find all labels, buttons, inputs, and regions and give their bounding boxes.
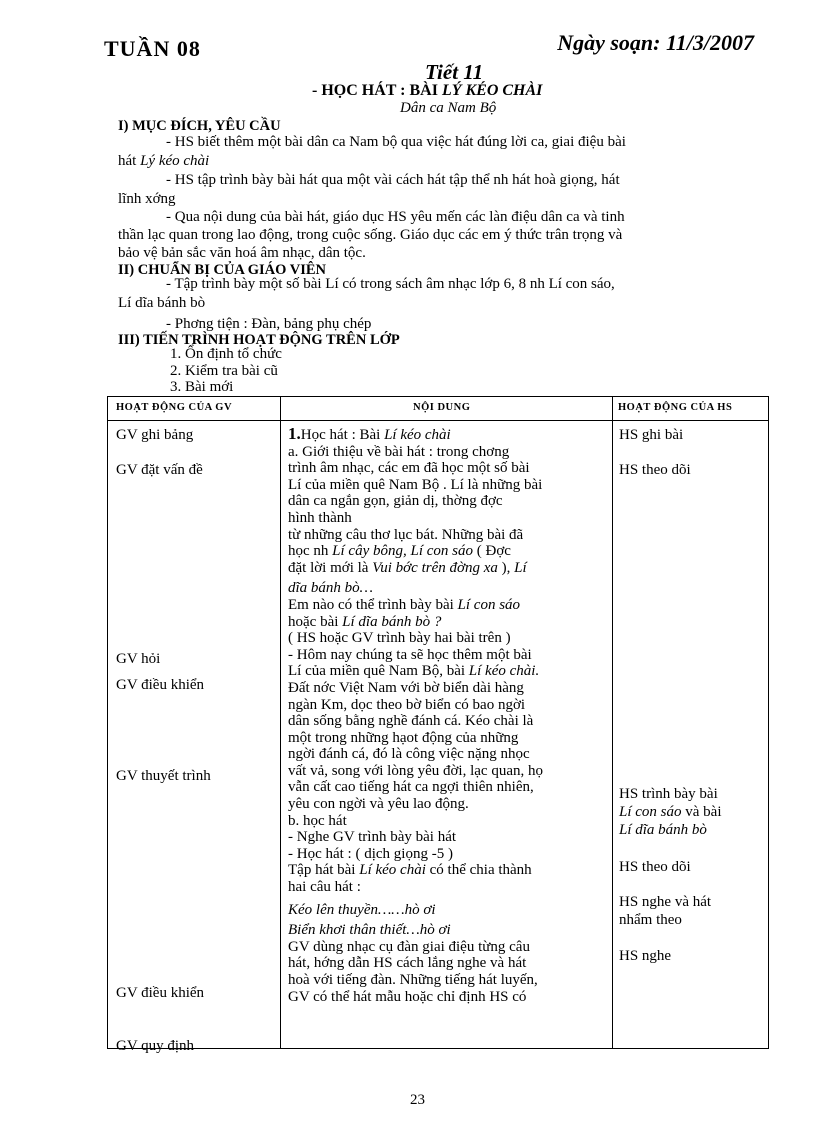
content-line: - Học hát : ( dịch giọng -5 ) — [288, 845, 453, 862]
content-line: hoà với tiếng đàn. Những tiếng hát luyến, — [288, 972, 538, 988]
content-line: a. Giới thiệu về bài hát : trong chơng — [288, 443, 510, 460]
hs-activity: Lí dĩa bánh bò — [619, 822, 707, 838]
section3-item: 1. Ổn định tổ chức — [170, 346, 282, 362]
content-line: từ những câu thơ lục bát. Những bài đã — [288, 526, 524, 543]
gv-activity: GV hỏi — [116, 651, 161, 667]
date-label: Ngày soạn: 11/3/2007 — [557, 30, 754, 55]
content-line: Lí của miền quê Nam Bộ, bài Lí kéo chài. — [288, 663, 540, 680]
content-line: Kéo lên thuyền……hò ơi — [288, 901, 436, 918]
content-line: ngàn Km, dọc theo bờ biển có bao ngời — [288, 696, 526, 713]
content-line: GV dùng nhạc cụ đàn giai điệu từng câu — [288, 938, 530, 955]
hs-activity: HS theo dõi — [619, 859, 691, 875]
section1-heading: I) MỤC ĐÍCH, YÊU CẦU — [118, 118, 281, 134]
section2-p1a: - Tập trình bày một số bài Lí có trong sách âm nhạc lớp 6, 8 nh Lí con sáo, — [166, 276, 615, 292]
section1-p3a: - Qua nội dung của bài hát, giáo dục HS yêu mến các làn điệu dân ca và tinh — [166, 209, 625, 225]
content-line: hai câu hát : — [288, 879, 361, 896]
header-hs: HOẠT ĐỘNG CỦA HS — [618, 402, 733, 413]
content-line: b. học hát — [288, 812, 347, 829]
content-line: một trong những hạot động của những — [288, 729, 519, 746]
hs-activity: HS theo dõi — [619, 462, 691, 478]
lesson-table — [107, 396, 769, 1054]
content-line: vẫn cất cao tiếng hát ca ngợi thiên nhiên, — [288, 779, 534, 796]
hs-activity: Lí con sáo và bài — [619, 804, 722, 820]
song-prefix: - HỌC HÁT : BÀI — [312, 82, 438, 99]
content-column — [288, 426, 606, 1005]
content-line: yêu con ngời và yêu lao động. — [288, 796, 469, 813]
gv-activity: GV điều khiển — [116, 985, 205, 1001]
content-line: ( HS hoặc GV trình bày hai bài trên ) — [288, 630, 511, 647]
content-line: trình âm nhạc, các em đã học một số bài — [288, 460, 530, 477]
section3-item: 3. Bài mới — [170, 379, 234, 395]
week-label: TUẦN 08 — [104, 36, 201, 61]
section2-p1b: Lí dĩa bánh bò — [118, 295, 206, 311]
header-gv: HOẠT ĐỘNG CỦA GV — [116, 402, 233, 413]
page-number: 23 — [410, 1092, 425, 1108]
hs-activity: HS nghe và hát — [619, 894, 712, 910]
section1-p2b: lĩnh xớng — [118, 191, 176, 207]
content-line: dân ca ngắn gọn, giản dị, thờng đợc — [288, 493, 503, 510]
hs-activity: HS nghe — [619, 948, 672, 964]
content-line: hoặc bài Lí dĩa bánh bò ? — [288, 613, 442, 630]
hs-activity: HS ghi bài — [619, 427, 684, 443]
song-title: LÝ KÉO CHÀI — [441, 82, 543, 99]
content-line: học nh Lí cây bông, Lí con sáo ( Đợc — [288, 543, 511, 560]
hs-activity: nhẩm theo — [619, 912, 682, 928]
gv-activity: GV đặt vấn đề — [116, 462, 203, 478]
section3-item: 2. Kiểm tra bài cũ — [170, 363, 278, 379]
section1-p1a: - HS biết thêm một bài dân ca Nam bộ qua việc hát đúng lời ca, giai điệu bài — [166, 134, 626, 150]
section1-p1b: hát Lý kéo chài — [118, 153, 210, 169]
content-line: hình thành — [288, 509, 352, 526]
content-line: Em nào có thể trình bày bài Lí con sáo — [288, 596, 521, 613]
gv-activity: GV ghi bảng — [116, 427, 194, 443]
content-line: Tập hát bài Lí kéo chài có thể chia thành — [288, 862, 532, 879]
hs-activity: HS trình bày bài — [619, 786, 718, 802]
content-line: 1.Học hát : Bài Lí kéo chài — [288, 424, 451, 443]
section2-heading: II) CHUẨN BỊ CỦA GIÁO VIÊN — [118, 262, 326, 278]
song-heading — [312, 82, 542, 100]
content-line: ngời đánh cá, đó là công việc nặng nhọc — [288, 746, 530, 763]
section3-heading: III) TIẾN TRÌNH HOẠT ĐỘNG TRÊN LỚP — [118, 332, 400, 348]
lesson-title: Tiết 11 — [425, 60, 484, 84]
gv-activity: GV quy định — [116, 1038, 195, 1054]
content-line: dân sống bằng nghề đánh cá. Kéo chài là — [288, 713, 534, 730]
content-line: Lí của miền quê Nam Bộ . Lí là những bài — [288, 476, 543, 493]
section1-p3c: bảo vệ bản sắc văn hoá âm nhạc, dân tộc. — [118, 245, 366, 261]
header-content: NỘI DUNG — [413, 402, 471, 413]
song-subtitle: Dân ca Nam Bộ — [400, 100, 497, 116]
content-line: Biển khơi thân thiết…hò ơi — [288, 922, 451, 939]
content-line: đặt lời mới là Vui bớc trên đờng xa ), Lí — [288, 559, 527, 576]
section2-p2: - Phơng tiện : Đàn, bảng phụ chép — [166, 316, 372, 332]
content-line: - Nghe GV trình bày bài hát — [288, 829, 457, 846]
content-line: vất vả, song với lòng yêu đời, lạc quan, họ — [288, 762, 543, 779]
section1-p2a: - HS tập trình bày bài hát qua một vài cách hát tập thể nh hát hoà giọng, hát — [166, 172, 620, 188]
gv-activity: GV điều khiển — [116, 677, 205, 693]
content-line: dĩa bánh bò… — [288, 580, 374, 597]
content-line: hát, hớng dẫn HS cách lắng nghe và hát — [288, 955, 527, 972]
gv-activity: GV thuyết trình — [116, 768, 211, 784]
content-line: GV có thể hát mẫu hoặc chỉ định HS có — [288, 988, 527, 1005]
content-line: - Hôm nay chúng ta sẽ học thêm một bài — [288, 646, 532, 663]
content-line: Đất nớc Việt Nam với bờ biển dài hàng — [288, 679, 524, 696]
section1-p3b: thần lạc quan trong lao động, trong cuộc sống. Giáo dục các em ý thức trân trọng và — [118, 227, 623, 243]
